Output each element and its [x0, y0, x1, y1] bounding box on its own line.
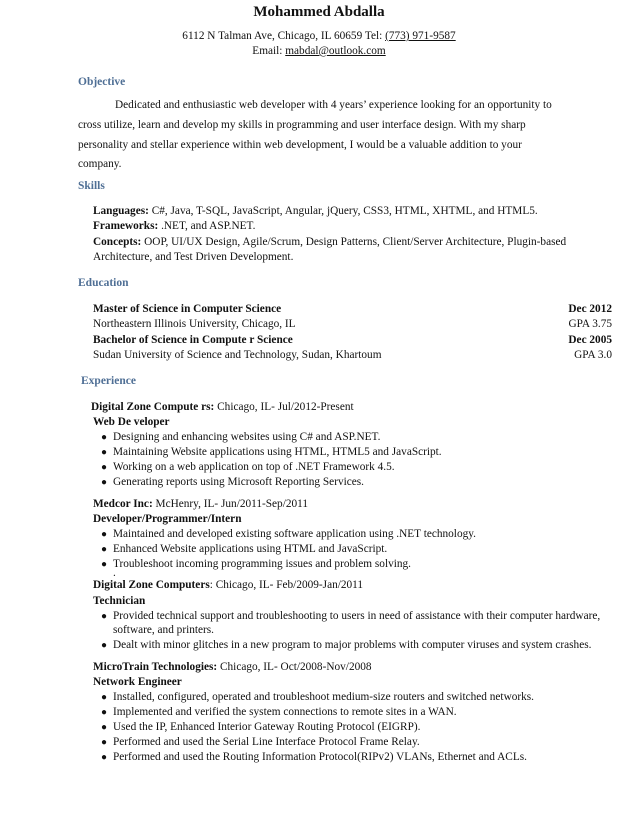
list-item [101, 431, 380, 443]
skill-label: Concepts: [93, 236, 142, 248]
degree-1: Master of Science in Computer Science [93, 303, 282, 315]
list-item [101, 461, 395, 473]
bullet-icon: ● [101, 432, 108, 443]
skill-label: Frameworks: [93, 220, 159, 232]
address-text: 6112 N Talman Ave, Chicago, IL 60659 Tel: [182, 30, 386, 42]
bullet-text: Maintained and developed existing software application using .NET technology. [113, 528, 476, 540]
email-label: Email: [252, 45, 286, 57]
degree-2: Bachelor of Science in Compute r Science [93, 334, 293, 346]
candidate-name: Mohammed Abdalla [253, 4, 385, 20]
bullet-text: Generating reports using Microsoft Reporting Services. [113, 476, 364, 488]
bullet-text: Implemented and verified the system connections to remote sites in a WAN. [113, 706, 457, 718]
stray-period: . [113, 567, 116, 579]
bullet-text: Dealt with minor glitches in a new program to major problems with computer viruses and system crashes. [113, 639, 592, 651]
bullet-icon: ● [101, 462, 108, 473]
list-item [101, 691, 534, 703]
job-1-title: Web De veloper [93, 416, 170, 428]
list-item [101, 543, 387, 555]
bullet-icon: ● [101, 529, 108, 540]
job-info: : Chicago, IL- Feb/2009-Jan/2011 [209, 579, 364, 591]
email-line [0, 45, 638, 57]
objective-heading: Objective [78, 76, 126, 88]
bullet-icon: ● [101, 707, 108, 718]
bullet-text: Performed and used the Serial Line Interface Protocol Frame Relay. [113, 736, 420, 748]
skill-label: Languages: [93, 205, 149, 217]
school-1: Northeastern Illinois University, Chicago, IL [93, 318, 296, 330]
list-item [101, 751, 527, 763]
list-item [101, 558, 411, 570]
list-item [101, 528, 476, 540]
objective-line-4: company. [78, 158, 122, 170]
company-name: Medcor Inc: [93, 498, 153, 510]
gpa-1: GPA 3.75 [568, 318, 612, 330]
bullet-text: Troubleshoot incoming programming issues and problem solving. [113, 558, 411, 570]
job-2-header [93, 498, 308, 510]
bullet-icon: ● [101, 477, 108, 488]
bullet-icon: ● [101, 447, 108, 458]
bullet-text: Performed and used the Routing Information Protocol(RIPv2) VLANs, Ethernet and ACLs. [113, 751, 527, 763]
list-item [101, 446, 442, 458]
skill-concepts [93, 236, 566, 248]
bullet-continuation: software, and printers. [113, 624, 215, 636]
bullet-text: Designing and enhancing websites using C# and ASP.NET. [113, 431, 381, 443]
company-name: Digital Zone Computers [93, 579, 210, 591]
bullet-icon: ● [101, 559, 108, 570]
skills-heading: Skills [78, 180, 105, 192]
bullet-text: Working on a web application on top of .NET Framework 4.5. [113, 461, 395, 473]
bullet-text: Maintaining Website applications using HTML, HTML5 and JavaScript. [113, 446, 442, 458]
skill-languages [93, 205, 538, 217]
skill-concepts-cont: Architecture, and Test Driven Development. [93, 251, 294, 263]
job-3-header [93, 579, 363, 591]
experience-heading: Experience [81, 375, 136, 387]
job-4-header [93, 661, 372, 673]
bullet-icon: ● [101, 737, 108, 748]
objective-line-1: Dedicated and enthusiastic web developer with 4 years’ experience looking for an opportunity to [115, 99, 552, 111]
list-item [101, 476, 364, 488]
school-2: Sudan University of Science and Technology, Sudan, Khartoum [93, 349, 382, 361]
job-info: Chicago, IL- Jul/2012-Present [214, 401, 354, 413]
objective-line-2: cross utilize, learn and develop my skills in programming and user interface design. With my sharp [78, 119, 526, 131]
phone-link[interactable]: (773) 971-9587 [385, 30, 456, 42]
bullet-icon: ● [101, 544, 108, 555]
objective-line-3: personality and stellar experience within web development, I would be a valuable addition to your [78, 139, 522, 151]
job-info: McHenry, IL- Jun/2011-Sep/2011 [152, 498, 309, 510]
education-heading: Education [78, 277, 129, 289]
bullet-icon: ● [101, 752, 108, 763]
list-item [101, 639, 591, 651]
list-item [101, 721, 420, 733]
skill-text: C#, Java, T-SQL, JavaScript, Angular, jQuery, CSS3, HTML, XHTML, and HTML5. [148, 205, 538, 217]
bullet-text: Provided technical support and troubleshooting to users in need of assistance with their computer hardware, [113, 610, 601, 622]
job-1-header [91, 401, 354, 413]
bullet-icon: ● [101, 692, 108, 703]
bullet-text: Enhanced Website applications using HTML and JavaScript. [113, 543, 388, 555]
skill-text: OOP, UI/UX Design, Agile/Scrum, Design Patterns, Client/Server Architecture, Plugin-based [141, 236, 567, 248]
contact-line [0, 30, 638, 42]
company-name: Digital Zone Compute rs: [91, 401, 215, 413]
list-item [101, 610, 600, 622]
list-item [101, 706, 457, 718]
degree-1-date: Dec 2012 [568, 303, 612, 315]
bullet-icon: ● [101, 640, 108, 651]
email-link[interactable]: mabdal@outlook.com [285, 45, 386, 57]
gpa-2: GPA 3.0 [574, 349, 612, 361]
bullet-text: Used the IP, Enhanced Interior Gateway Routing Protocol (EIGRP). [113, 721, 421, 733]
bullet-icon: ● [101, 611, 108, 622]
job-4-title: Network Engineer [93, 676, 182, 688]
bullet-icon: ● [101, 722, 108, 733]
degree-2-date: Dec 2005 [568, 334, 612, 346]
bullet-text: Installed, configured, operated and troubleshoot medium-size routers and switched networks. [113, 691, 535, 703]
job-info: Chicago, IL- Oct/2008-Nov/2008 [217, 661, 372, 673]
job-3-title: Technician [93, 595, 146, 607]
skill-frameworks [93, 220, 255, 232]
job-2-title: Developer/Programmer/Intern [93, 513, 242, 525]
skill-text: .NET, and ASP.NET. [158, 220, 256, 232]
company-name: MicroTrain Technologies: [93, 661, 218, 673]
list-item [101, 736, 420, 748]
